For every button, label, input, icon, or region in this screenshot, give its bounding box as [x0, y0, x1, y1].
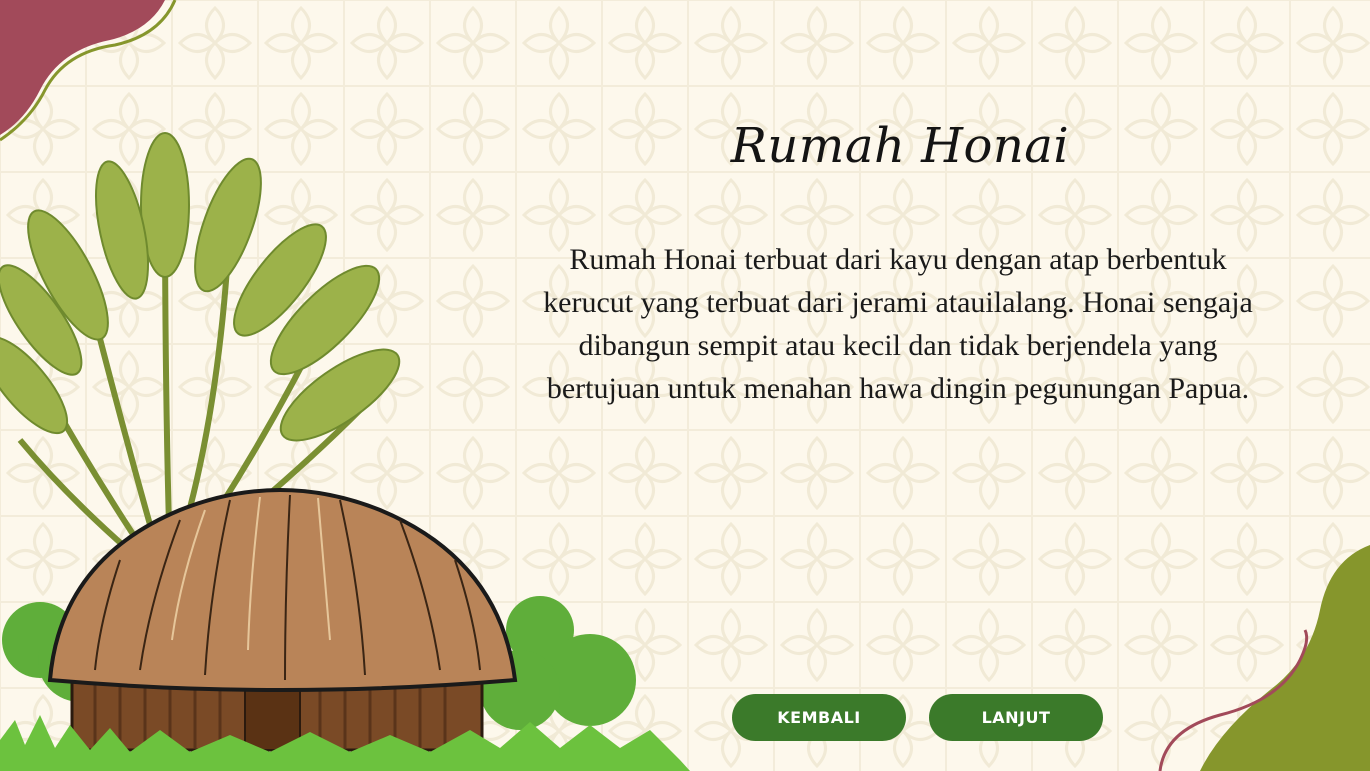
page-title: Rumah Honai [730, 118, 1070, 174]
description-text: Rumah Honai terbuat dari kayu dengan atap berbentuk kerucut yang terbuat dari jerami atauilalang. Honai sengaja dibangun sempit atau kecil dan tidak berjendela yang bertujuan untuk menahan hawa dingin pegunungan Papua. [543, 243, 1253, 405]
back-button[interactable]: KEMBALI [732, 694, 906, 741]
next-button[interactable]: LANJUT [929, 694, 1103, 741]
